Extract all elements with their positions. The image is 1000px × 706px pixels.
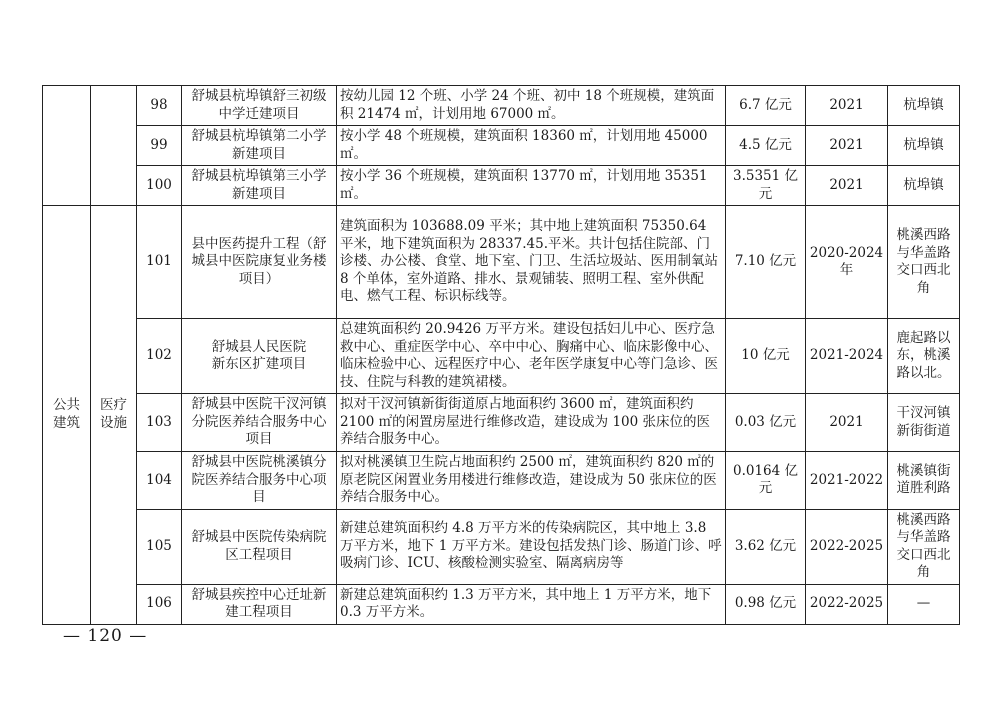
table-row	[43, 166, 960, 206]
row-number: 100	[137, 166, 182, 206]
project-description: 总建筑面积约 20.9426 万平方米。建设包括妇儿中心、医疗急救中心、重症医学中心、卒中中心、胸痛中心、临床影像中心、临床检验中心、远程医疗中心、老年医学康复中心等门急诊、医技、住院与科教的建筑裙楼。	[337, 319, 726, 394]
investment-amount: 0.0164 亿元	[726, 452, 806, 510]
construction-period: 2021	[806, 126, 888, 166]
category-cell: 公共 建筑	[43, 206, 91, 625]
investment-amount: 3.62 亿元	[726, 509, 806, 584]
table-row	[43, 86, 960, 126]
construction-period: 2021	[806, 166, 888, 206]
project-description: 按小学 36 个班规模，建筑面积 13770 ㎡，计划用地 35351 ㎡。	[337, 166, 726, 206]
row-number: 105	[137, 509, 182, 584]
project-description: 新建总建筑面积约 1.3 万平方米，其中地上 1 万平方米，地下 0.3 万平方米。	[337, 584, 726, 624]
project-name: 舒城县杭埠镇第三小学新建项目	[182, 166, 337, 206]
project-description: 拟对干汊河镇新街街道原占地面积约 3600 ㎡，建筑面积约 2100 ㎡的闲置房屋进行维修改造，建设成为 100 张床位的医养结合服务中心。	[337, 394, 726, 452]
construction-period: 2021	[806, 394, 888, 452]
project-location: 杭埠镇	[888, 166, 960, 206]
construction-period: 2020-2024 年	[806, 206, 888, 319]
project-location: 桃溪镇街道胜利路	[888, 452, 960, 510]
investment-amount: 0.98 亿元	[726, 584, 806, 624]
project-location: 鹿起路以东，桃溪路以北。	[888, 319, 960, 394]
row-number: 98	[137, 86, 182, 126]
table-row	[43, 206, 960, 319]
investment-amount: 0.03 亿元	[726, 394, 806, 452]
table-row	[43, 126, 960, 166]
project-name: 舒城县中医院干汊河镇分院医养结合服务中心项目	[182, 394, 337, 452]
row-number: 103	[137, 394, 182, 452]
project-description: 按幼儿园 12 个班、小学 24 个班、初中 18 个班规模，建筑面积 21474 ㎡，计划用地 67000 ㎡。	[337, 86, 726, 126]
row-number: 106	[137, 584, 182, 624]
project-description: 新建总建筑面积约 4.8 万平方米的传染病院区，其中地上 3.8 万平方米，地下 1 万平方米。建设包括发热门诊、肠道门诊、呼吸病门诊、ICU、核酸检测实验室、隔离病房等	[337, 509, 726, 584]
project-description: 拟对桃溪镇卫生院占地面积约 2500 ㎡，建筑面积约 820 ㎡的原老院区闲置业务用楼进行维修改造，建设成为 50 张床位的医养结合服务中心。	[337, 452, 726, 510]
investment-amount: 4.5 亿元	[726, 126, 806, 166]
table-row	[43, 584, 960, 624]
subcategory-cell: 医疗 设施	[91, 206, 137, 625]
table-row	[43, 394, 960, 452]
project-name: 县中医药提升工程（舒城县中医院康复业务楼项目）	[182, 206, 337, 319]
subcategory-cell	[91, 86, 137, 206]
construction-period: 2022-2025	[806, 509, 888, 584]
table-row	[43, 509, 960, 584]
construction-period: 2022-2025	[806, 584, 888, 624]
row-number: 104	[137, 452, 182, 510]
construction-period: 2021-2024	[806, 319, 888, 394]
row-number: 101	[137, 206, 182, 319]
row-number: 99	[137, 126, 182, 166]
category-cell	[43, 86, 91, 206]
investment-amount: 7.10 亿元	[726, 206, 806, 319]
project-description: 按小学 48 个班规模，建筑面积 18360 ㎡，计划用地 45000 ㎡。	[337, 126, 726, 166]
project-name: 舒城县中医院桃溪镇分院医养结合服务中心项目	[182, 452, 337, 510]
project-name: 舒城县中医院传染病院区工程项目	[182, 509, 337, 584]
construction-period: 2021	[806, 86, 888, 126]
project-name: 舒城县杭埠镇舒三初级中学迁建项目	[182, 86, 337, 126]
project-name: 舒城县杭埠镇第二小学新建项目	[182, 126, 337, 166]
investment-amount: 6.7 亿元	[726, 86, 806, 126]
project-location: —	[888, 584, 960, 624]
project-location: 杭埠镇	[888, 86, 960, 126]
project-description: 建筑面积为 103688.09 平米；其中地上建筑面积 75350.64 平米，地下建筑面积为 28337.45.平米。共计包括住院部、门诊楼、办公楼、食堂、地下室、门卫、生活垃圾站、医用制氧站 8 个单体，室外道路、排水、景观铺装、照明工程、室外供配电、燃气工程、标识标线等。	[337, 206, 726, 319]
project-location: 干汊河镇新街街道	[888, 394, 960, 452]
project-name: 舒城县疾控中心迁址新建工程项目	[182, 584, 337, 624]
table-row	[43, 452, 960, 510]
page-number: — 120 —	[63, 626, 148, 646]
investment-amount: 3.5351 亿元	[726, 166, 806, 206]
project-location: 桃溪西路与华盖路交口西北角	[888, 509, 960, 584]
project-table	[42, 85, 960, 625]
row-number: 102	[137, 319, 182, 394]
construction-period: 2021-2022	[806, 452, 888, 510]
investment-amount: 10 亿元	[726, 319, 806, 394]
project-location: 桃溪西路与华盖路交口西北角	[888, 206, 960, 319]
table-row	[43, 319, 960, 394]
project-name: 舒城县人民医院 新东区扩建项目	[182, 319, 337, 394]
project-location: 杭埠镇	[888, 126, 960, 166]
